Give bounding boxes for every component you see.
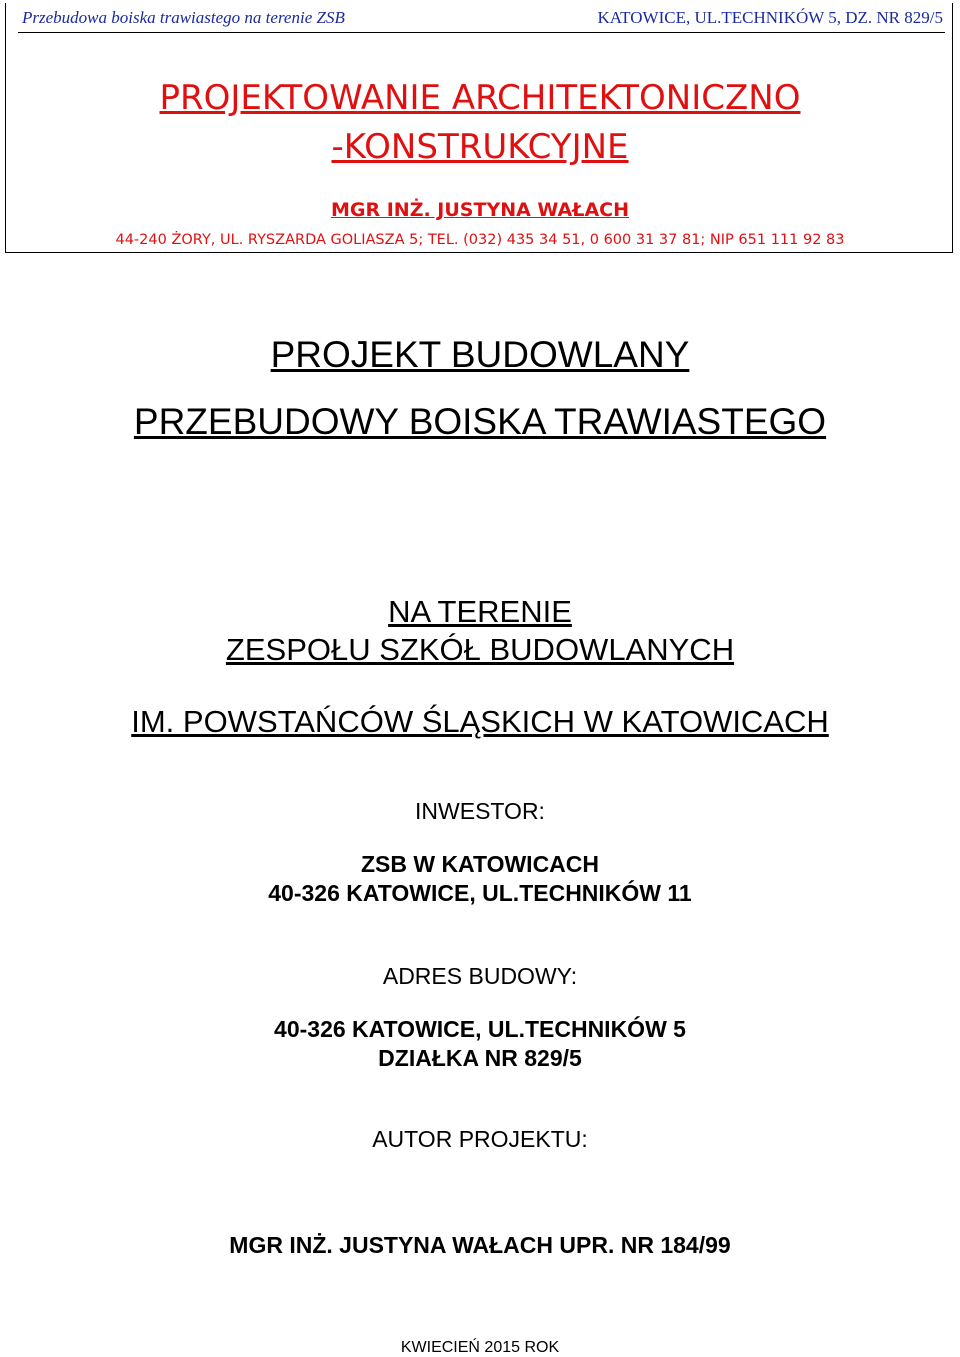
location-line-3: IM. POWSTAŃCÓW ŚLĄSKICH W KATOWICACH	[131, 704, 829, 739]
firm-owner-name: MGR INŻ. JUSTYNA WAŁACH	[330, 199, 629, 221]
investor-name: ZSB W KATOWICACH	[360, 851, 600, 877]
running-header	[18, 6, 945, 33]
document-date: KWIECIEŃ 2015 ROK	[400, 1339, 560, 1356]
author-name: MGR INŻ. JUSTYNA WAŁACH UPR. NR 184/99	[229, 1232, 731, 1258]
header-site-address: KATOWICE, UL.TECHNIKÓW 5, DZ. NR 829/5	[597, 8, 943, 27]
firm-title-line-1: PROJEKTOWANIE ARCHITEKTONICZNO	[159, 78, 801, 118]
site-address: 40-326 KATOWICE, UL.TECHNIKÓW 5	[274, 1016, 686, 1042]
author-label: AUTOR PROJEKTU:	[372, 1126, 588, 1152]
site-plot-number: DZIAŁKA NR 829/5	[378, 1045, 582, 1071]
site-label: ADRES BUDOWY:	[382, 963, 578, 989]
location-line-1: NA TERENIE	[388, 594, 572, 629]
project-subject: PRZEBUDOWY BOISKA TRAWIASTEGO	[133, 401, 827, 442]
project-type: PROJEKT BUDOWLANY	[270, 334, 690, 375]
header-project-title: Przebudowa boiska trawiastego na terenie ZSB	[22, 8, 345, 27]
investor-label: INWESTOR:	[415, 798, 545, 824]
location-line-2: ZESPOŁU SZKÓŁ BUDOWLANYCH	[225, 632, 735, 667]
firm-title-line-2: -KONSTRUKCYJNE	[331, 127, 629, 167]
firm-address: 44-240 ŻORY, UL. RYSZARDA GOLIASZA 5; TEL. (032) 435 34 51, 0 600 31 37 81; NIP 651 111 92 83	[115, 232, 845, 248]
investor-address: 40-326 KATOWICE, UL.TECHNIKÓW 11	[268, 880, 692, 906]
